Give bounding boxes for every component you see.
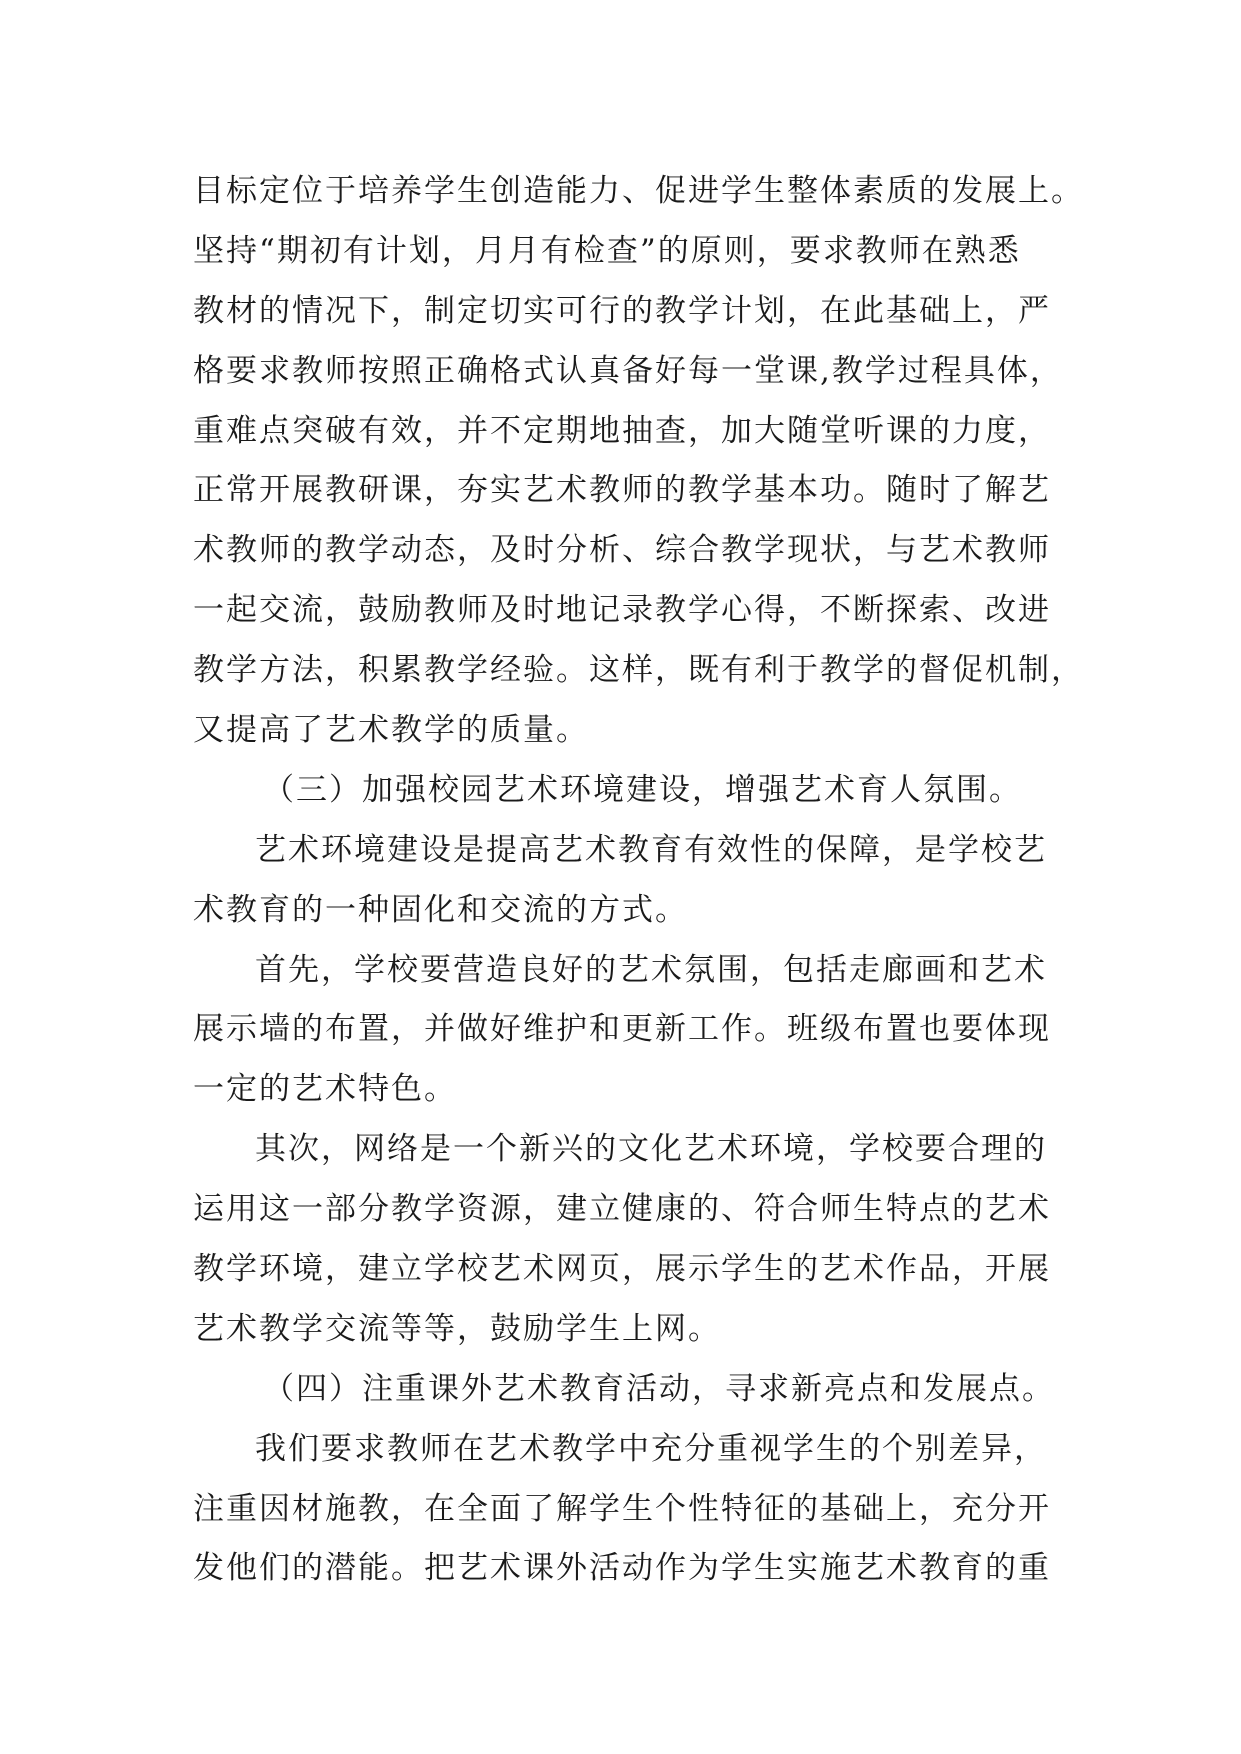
text-line: 坚持“期初有计划，月月有检查”的原则，要求教师在熟悉: [193, 232, 1021, 269]
section-heading: （四）注重课外艺术教育活动，寻求新亮点和发展点。: [263, 1370, 1055, 1407]
text-line: 其次，网络是一个新兴的文化艺术环境，学校要合理的: [255, 1131, 1047, 1168]
text-line: 一定的艺术特色。: [193, 1071, 457, 1108]
text-line: 首先，学校要营造良好的艺术氛围，包括走廊画和艺术: [255, 951, 1047, 988]
text-line: 术教师的教学动态，及时分析、综合教学现状，与艺术教师: [193, 532, 1051, 569]
text-line: 发他们的潜能。把艺术课外活动作为学生实施艺术教育的重: [193, 1550, 1051, 1587]
text-line: 教材的情况下，制定切实可行的教学计划，在此基础上，严: [193, 292, 1051, 329]
text-line: 艺术教学交流等等，鼓励学生上网。: [193, 1310, 721, 1347]
text-line: 教学环境，建立学校艺术网页，展示学生的艺术作品，开展: [193, 1251, 1051, 1288]
text-line: 目标定位于培养学生创造能力、促进学生整体素质的发展上。: [193, 173, 1084, 209]
text-line: 格要求教师按照正确格式认真备好每一堂课,教学过程具体，: [193, 352, 1063, 389]
section-heading: （三）加强校园艺术环境建设，增强艺术育人氛围。: [263, 771, 1022, 808]
text-line: 展示墙的布置，并做好维护和更新工作。班级布置也要体现: [193, 1011, 1051, 1048]
text-line: 重难点突破有效，并不定期地抽查，加大随堂听课的力度，: [193, 412, 1051, 449]
text-line: 又提高了艺术教学的质量。: [193, 712, 589, 749]
text-line: 运用这一部分教学资源，建立健康的、符合师生特点的艺术: [193, 1191, 1051, 1228]
text-line: 术教育的一种固化和交流的方式。: [193, 891, 688, 928]
text-line: 注重因材施教，在全面了解学生个性特征的基础上，充分开: [193, 1490, 1051, 1527]
text-line: 一起交流，鼓励教师及时地记录教学心得，不断探索、改进: [193, 592, 1051, 629]
document-body: [193, 162, 1153, 1599]
text-line: 我们要求教师在艺术教学中充分重视学生的个别差异，: [255, 1430, 1047, 1467]
text-line: 教学方法，积累教学经验。这样，既有利于教学的督促机制，: [193, 652, 1084, 689]
text-line: 正常开展教研课，夯实艺术教师的教学基本功。随时了解艺: [193, 472, 1051, 509]
text-line: 艺术环境建设是提高艺术教育有效性的保障，是学校艺: [255, 831, 1047, 868]
